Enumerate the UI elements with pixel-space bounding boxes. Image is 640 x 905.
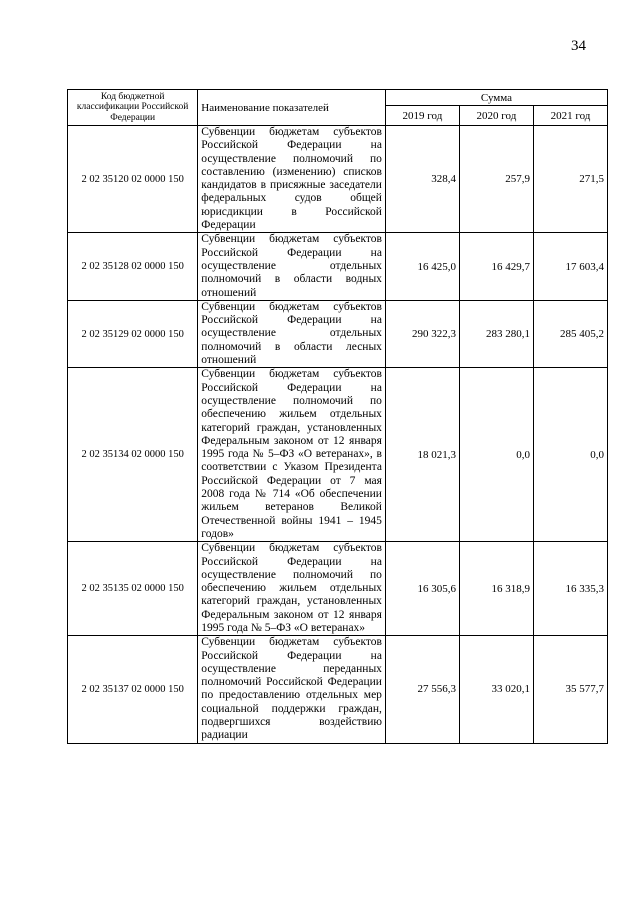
row-name: Субвенции бюджетам субъектов Российской Федерации на осуществление отдельных полномочий в области лесных отношений (198, 300, 386, 367)
row-value-2020: 16 318,9 (459, 542, 533, 636)
row-code: 2 02 35134 02 0000 150 (68, 368, 198, 542)
table-row (68, 126, 608, 233)
table-row (68, 542, 608, 636)
row-name: Субвенции бюджетам субъектов Российской Федерации на осуществление полномочий по составлению (изменению) списков кандидатов в присяжные заседатели федеральных судов общей юрисдикции в Российской Федерации (198, 126, 386, 233)
header-code: Код бюджетной классификации Российской Федерации (68, 90, 198, 126)
row-value-2020: 0,0 (459, 368, 533, 542)
table-row (68, 233, 608, 300)
row-value-2019: 16 305,6 (385, 542, 459, 636)
header-year-2019: 2019 год (385, 106, 459, 126)
table-row (68, 636, 608, 743)
row-code: 2 02 35129 02 0000 150 (68, 300, 198, 367)
header-sum: Сумма (385, 90, 607, 106)
budget-table (67, 89, 608, 744)
row-value-2019: 290 322,3 (385, 300, 459, 367)
header-name: Наименование показателей (198, 90, 386, 126)
row-value-2021: 35 577,7 (533, 636, 607, 743)
row-value-2020: 283 280,1 (459, 300, 533, 367)
row-value-2021: 0,0 (533, 368, 607, 542)
row-name: Субвенции бюджетам субъектов Российской Федерации на осуществление полномочий по обеспечению жильем отдельных категорий граждан, установленных Федеральным законом от 12 января 1995 года № 5–ФЗ «О ветеранах» (198, 542, 386, 636)
row-code: 2 02 35137 02 0000 150 (68, 636, 198, 743)
row-value-2019: 16 425,0 (385, 233, 459, 300)
table-row (68, 300, 608, 367)
table-row (68, 368, 608, 542)
row-value-2020: 257,9 (459, 126, 533, 233)
header-year-2020: 2020 год (459, 106, 533, 126)
row-value-2021: 285 405,2 (533, 300, 607, 367)
row-value-2019: 27 556,3 (385, 636, 459, 743)
row-code: 2 02 35128 02 0000 150 (68, 233, 198, 300)
row-code: 2 02 35135 02 0000 150 (68, 542, 198, 636)
row-value-2020: 33 020,1 (459, 636, 533, 743)
row-name: Субвенции бюджетам субъектов Российской Федерации на осуществление полномочий по обеспечению жильем отдельных категорий граждан, установленных Федеральным законом от 12 января 1995 года № 5–ФЗ «О ветеранах», в соответствии с Указом Президента Российской Федерации от 7 мая 2008 года № 714 «Об обеспечении жильем ветеранов Великой Отечественной войны 1941 – 1945 годов» (198, 368, 386, 542)
row-value-2021: 271,5 (533, 126, 607, 233)
table-header-row (68, 90, 608, 106)
row-code: 2 02 35120 02 0000 150 (68, 126, 198, 233)
row-value-2019: 328,4 (385, 126, 459, 233)
row-value-2020: 16 429,7 (459, 233, 533, 300)
row-value-2021: 17 603,4 (533, 233, 607, 300)
row-value-2021: 16 335,3 (533, 542, 607, 636)
header-year-2021: 2021 год (533, 106, 607, 126)
row-name: Субвенции бюджетам субъектов Российской Федерации на осуществление переданных полномочий Российской Федерации по предоставлению отдельных мер социальной поддержки граждан, подвергшихся воздействию радиации (198, 636, 386, 743)
row-value-2019: 18 021,3 (385, 368, 459, 542)
page-number: 34 (571, 38, 586, 54)
row-name: Субвенции бюджетам субъектов Российской Федерации на осуществление отдельных полномочий в области водных отношений (198, 233, 386, 300)
